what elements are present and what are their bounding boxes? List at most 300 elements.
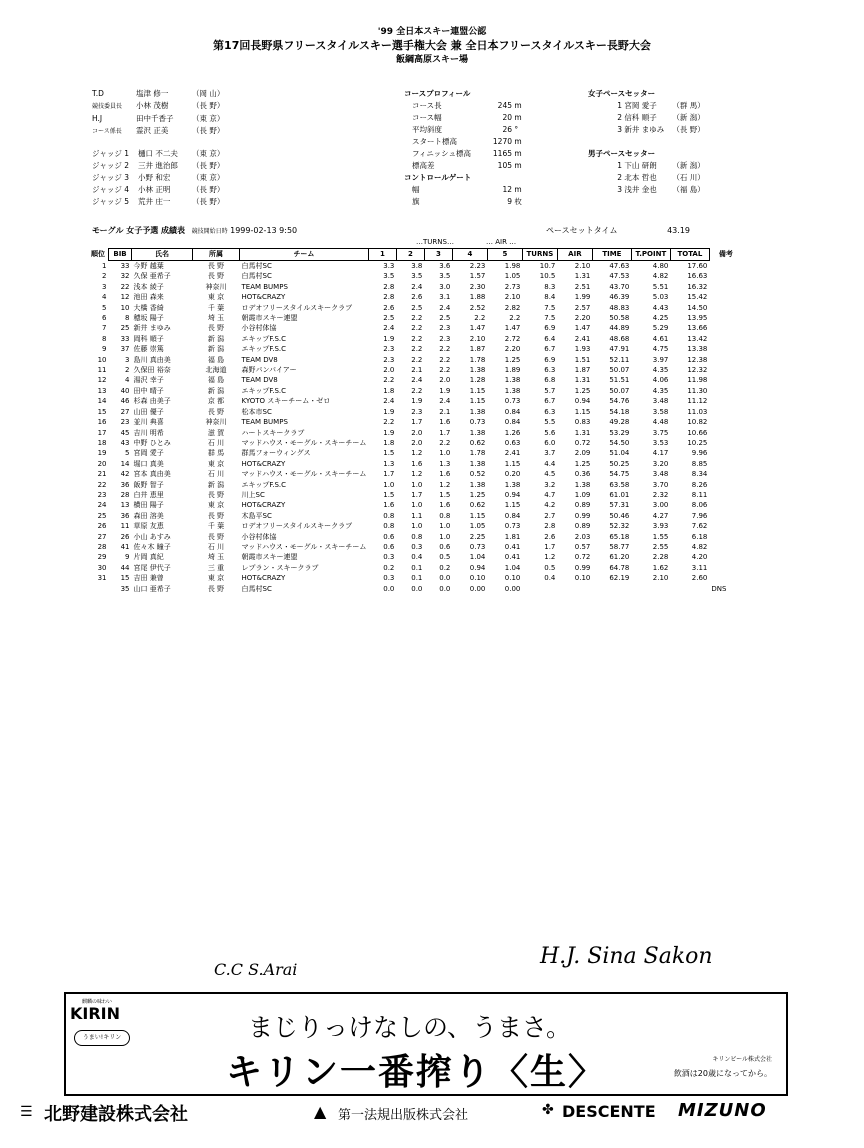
- cell-air: 2.57: [574, 303, 591, 312]
- cell-total: 11.98: [687, 376, 708, 385]
- cell-j1: 2.3: [383, 355, 395, 364]
- cell-rank: 22: [97, 480, 107, 489]
- table-row: [88, 490, 742, 500]
- cell-time: 46.39: [609, 293, 630, 302]
- table-header-row: [88, 249, 742, 261]
- cell-name: 岡科 順子: [133, 334, 164, 343]
- air-label: … AIR …: [486, 238, 517, 246]
- cell-j5: 1.38: [504, 386, 521, 395]
- cell-j3: 1.5: [439, 490, 451, 499]
- cell-turns: [522, 584, 557, 594]
- cell-note: [709, 480, 742, 490]
- cell-time: 54.18: [609, 407, 630, 416]
- cell-note: [709, 438, 742, 448]
- cell-j3: 1.0: [439, 532, 451, 541]
- cell-j2: 1.7: [411, 490, 423, 499]
- cell-j1: 2.8: [383, 282, 395, 291]
- cell-bib: 46: [120, 397, 130, 406]
- cell-rank: 16: [97, 418, 107, 427]
- cell-total: 12.38: [687, 355, 708, 364]
- cell-team: マッドハウス・モーグル・スキーチーム: [241, 542, 367, 551]
- cell-note: [709, 386, 742, 396]
- cell-air: 0.83: [574, 418, 591, 427]
- cell-j1: 0.8: [383, 522, 395, 531]
- cell-j1: 2.0: [383, 366, 395, 375]
- cell-j5: 0.41: [504, 553, 521, 562]
- cell-pref: 長 野: [207, 490, 225, 499]
- cell-tpoint: 3.48: [652, 470, 669, 479]
- cell-tpoint: 3.53: [652, 438, 669, 447]
- pacesetters-women: [588, 88, 705, 136]
- table-row: [88, 563, 742, 573]
- sponsor-kitano: 北野建設株式会社: [44, 1104, 188, 1125]
- cell-air: 1.31: [574, 428, 591, 437]
- cell-j5: 1.38: [504, 376, 521, 385]
- cell-j4: 1.05: [469, 522, 486, 531]
- cell-j3: 3.6: [439, 262, 451, 270]
- cell-note: [709, 303, 742, 313]
- cell-bib: 45: [120, 428, 130, 437]
- cell-pref: 新 潟: [207, 480, 225, 489]
- cell-time: 50.58: [609, 314, 630, 323]
- course-item: コース長 245 m: [412, 101, 522, 110]
- cell-air: 1.38: [574, 480, 591, 489]
- cell-name: 飯野 智子: [133, 480, 164, 489]
- cell-j5: 1.25: [504, 355, 521, 364]
- cell-j1: 1.8: [383, 438, 395, 447]
- cell-turns: 5.6: [544, 428, 556, 437]
- cell-team: HOT&CRAZY: [241, 574, 286, 583]
- cell-bib: 9: [125, 553, 130, 562]
- pacesetters-women-title: 女子ペースセッター: [588, 89, 656, 98]
- cell-bib: 22: [120, 282, 130, 291]
- table-row: [88, 573, 742, 583]
- course-item: 平均斜度 26 °: [412, 125, 519, 134]
- table-row: [88, 355, 742, 365]
- cell-j4: 1.04: [469, 553, 486, 562]
- cell-turns: 0.5: [544, 563, 556, 572]
- cell-j4: 0.94: [469, 563, 486, 572]
- cell-j2: 2.2: [411, 324, 423, 333]
- cell-turns: 4.2: [544, 501, 556, 510]
- cell-rank: 21: [97, 470, 107, 479]
- cell-total: 8.34: [691, 470, 708, 479]
- cell-j5: 0.10: [504, 574, 521, 583]
- pacesetter-row: 2 北本 哲也 （石 川）: [617, 173, 705, 182]
- kirin-advertisement: [64, 992, 788, 1096]
- cell-time: 47.91: [609, 345, 630, 354]
- cell-j4: 0.73: [469, 418, 486, 427]
- cell-tpoint: 4.27: [652, 511, 669, 520]
- cell-j3: 2.0: [439, 376, 451, 385]
- cell-pref: 東 京: [207, 574, 225, 583]
- cell-tpoint: 4.75: [652, 345, 669, 354]
- cell-name: 宮尾 伊代子: [133, 563, 171, 572]
- cell-j5: 2.82: [504, 303, 521, 312]
- cell-j4: 1.15: [469, 386, 486, 395]
- cell-bib: 15: [120, 574, 130, 583]
- cell-bib: 40: [120, 386, 130, 395]
- cell-j4: 2.10: [469, 334, 486, 343]
- cell-tpoint: 2.32: [652, 490, 669, 499]
- cell-tpoint: 4.25: [652, 314, 669, 323]
- col-j3: 3: [424, 249, 452, 261]
- col-note: 備考: [718, 250, 733, 259]
- cell-j4: 2.52: [469, 303, 486, 312]
- cell-rank: 1: [102, 261, 107, 270]
- cell-team: マッドハウス・モーグル・スキーチーム: [241, 438, 367, 447]
- cell-j1: 2.8: [383, 293, 395, 302]
- cell-time: 58.77: [609, 542, 630, 551]
- cell-j2: 1.0: [411, 480, 423, 489]
- cell-tpoint: 4.35: [652, 366, 669, 375]
- cell-j3: 3.0: [439, 282, 451, 291]
- cell-j1: 2.5: [383, 314, 395, 323]
- cell-name: 宮岡 愛子: [133, 449, 164, 458]
- ad-corporation: キリンビール株式会社: [712, 1056, 772, 1063]
- cell-air: 1.31: [574, 376, 591, 385]
- cell-air: 2.10: [574, 262, 591, 270]
- cell-j1: 2.3: [383, 345, 395, 354]
- cell-name: 浅本 綾子: [133, 282, 164, 291]
- cell-team: 群馬フォーウィングス: [241, 449, 311, 458]
- cell-j5: 0.94: [504, 490, 521, 499]
- cell-team: TEAM BUMPS: [241, 418, 288, 427]
- cell-j3: 1.6: [439, 470, 451, 479]
- cell-j1: 1.0: [383, 480, 395, 489]
- descente-logo-icon: ✤: [542, 1102, 554, 1118]
- cell-j3: 2.2: [439, 438, 451, 447]
- cell-bib: 25: [120, 324, 130, 333]
- sponsor-daiichi: 第一法規出版株式会社: [338, 1108, 469, 1123]
- col-j1: 1: [368, 249, 396, 261]
- cell-j5: 0.20: [504, 470, 521, 479]
- cell-bib: 35: [120, 584, 130, 593]
- cell-turns: 4.5: [544, 470, 556, 479]
- cell-j1: 1.7: [383, 470, 395, 479]
- results-table: [88, 248, 742, 594]
- table-row: [88, 438, 742, 448]
- cell-total: 12.32: [687, 366, 708, 375]
- cell-bib: 23: [120, 418, 130, 427]
- cell-j4: 1.15: [469, 511, 486, 520]
- cell-note: [709, 448, 742, 458]
- cell-turns: 6.9: [544, 324, 556, 333]
- cell-j1: 1.5: [383, 449, 395, 458]
- cell-total: 13.95: [687, 314, 708, 323]
- cell-j4: 1.78: [469, 355, 486, 364]
- cell-j2: 0.1: [411, 574, 423, 583]
- cell-team: TEAM DV8: [241, 355, 278, 364]
- cell-team: TEAM DV8: [241, 376, 278, 385]
- cell-j4: 0.62: [469, 501, 486, 510]
- cell-team: TEAM BUMPS: [241, 282, 288, 291]
- cell-team: 白馬村SC: [241, 584, 272, 593]
- col-tpoint: T.POINT: [631, 249, 670, 261]
- cell-bib: 4: [125, 376, 130, 385]
- cell-turns: 1.2: [544, 553, 556, 562]
- cell-j4: 1.47: [469, 324, 486, 333]
- col-total: TOTAL: [670, 249, 709, 261]
- cell-name: 白井 恵里: [133, 490, 164, 499]
- cell-note: [709, 417, 742, 427]
- cell-j3: 1.6: [439, 418, 451, 427]
- cell-rank: 25: [97, 511, 107, 520]
- cell-team: エキップF.S.C: [241, 334, 287, 343]
- cell-j3: 2.3: [439, 324, 451, 333]
- cell-total: 15.42: [687, 293, 708, 302]
- cell-turns: 2.6: [544, 532, 556, 541]
- cell-j2: 3.5: [411, 272, 423, 281]
- cell-rank: 31: [97, 574, 107, 583]
- cell-rank: 6: [102, 314, 107, 323]
- cell-total: 10.66: [687, 428, 708, 437]
- cell-rank: 28: [97, 542, 107, 551]
- cell-j1: 0.8: [383, 511, 395, 520]
- cell-tpoint: 3.00: [652, 501, 669, 510]
- pace-label: ペースセットタイム: [546, 226, 618, 235]
- cell-air: 0.57: [574, 542, 591, 551]
- cell-note: DNS: [711, 584, 727, 593]
- cell-tpoint: 2.28: [652, 553, 669, 562]
- ad-small-top: 麒麟の味わい: [82, 999, 113, 1005]
- cell-pref: 長 野: [207, 272, 225, 281]
- cell-rank: 8: [102, 334, 107, 343]
- cell-j5: 1.26: [504, 428, 521, 437]
- cell-air: 1.31: [574, 272, 591, 281]
- col-turns: TURNS: [522, 249, 557, 261]
- cell-j3: 3.5: [439, 272, 451, 281]
- cell-bib: 36: [120, 480, 130, 489]
- cell-name: 島川 真由美: [133, 355, 171, 364]
- header-line1: '99 全日本スキー連盟公認: [377, 27, 487, 37]
- cell-time: 51.51: [609, 376, 630, 385]
- cell-air: 1.87: [574, 366, 591, 375]
- cell-j3: 0.0: [439, 574, 451, 583]
- cell-bib: 43: [120, 438, 130, 447]
- table-row: [88, 282, 742, 292]
- cell-j1: 3.5: [383, 272, 395, 281]
- cell-tpoint: 4.61: [652, 334, 669, 343]
- cell-note: [709, 532, 742, 542]
- cell-tpoint: 4.35: [652, 386, 669, 395]
- judge-row: ジャッジ 5 荒井 庄一 （長 野）: [92, 197, 225, 206]
- cell-tpoint: 3.97: [652, 355, 669, 364]
- cell-air: 0.89: [574, 501, 591, 510]
- cell-j4: 1.38: [469, 480, 486, 489]
- cell-bib: 8: [125, 314, 130, 323]
- cell-note: [709, 313, 742, 323]
- cell-tpoint: 4.48: [652, 418, 669, 427]
- cell-total: 11.12: [687, 397, 708, 406]
- cell-name: 穂坂 陽子: [133, 314, 164, 323]
- cell-tpoint: 5.51: [652, 282, 669, 291]
- cell-rank: 26: [97, 522, 107, 531]
- cell-j2: 2.5: [411, 303, 423, 312]
- cell-j1: 2.6: [383, 303, 395, 312]
- cell-j3: 3.1: [439, 293, 451, 302]
- cell-j3: 0.6: [439, 542, 451, 551]
- cell-j4: 2.2: [474, 314, 486, 323]
- cell-tpoint: 3.75: [652, 428, 669, 437]
- cell-name: 草原 友恵: [133, 522, 164, 531]
- cell-bib: 33: [120, 334, 130, 343]
- cell-j5: 0.84: [504, 418, 521, 427]
- kitano-logo-icon: ☰: [20, 1104, 33, 1120]
- cell-j5: 2.72: [504, 334, 521, 343]
- cell-j4: 1.38: [469, 459, 486, 468]
- cell-rank: 3: [102, 282, 107, 291]
- cell-j4: 0.62: [469, 438, 486, 447]
- cell-note: [709, 542, 742, 552]
- pacesetter-row: 3 新井 まゆみ （長 野）: [617, 125, 705, 134]
- cell-j5: 0.63: [504, 438, 521, 447]
- cell-j3: 0.8: [439, 511, 451, 520]
- cell-j1: 0.6: [383, 532, 395, 541]
- cell-name: 山田 優子: [133, 407, 164, 416]
- table-row: [88, 459, 742, 469]
- cell-pref: 新 潟: [207, 386, 225, 395]
- cell-time: 50.07: [609, 366, 630, 375]
- cell-j2: 1.6: [411, 459, 423, 468]
- cell-time: 53.29: [609, 428, 630, 437]
- cell-j5: 1.04: [504, 563, 521, 572]
- cell-rank: 29: [97, 553, 107, 562]
- cell-turns: 6.4: [544, 334, 556, 343]
- sponsor-mizuno: MIZUNO: [678, 1100, 767, 1121]
- officials-block: [92, 88, 224, 138]
- cell-air: 0.94: [574, 397, 591, 406]
- cell-j4: 0.52: [469, 470, 486, 479]
- cell-bib: 11: [120, 522, 130, 531]
- table-row: [88, 292, 742, 302]
- cell-j4: 1.25: [469, 490, 486, 499]
- cell-team: レプラン・スキークラブ: [241, 563, 319, 572]
- cell-rank: 9: [102, 345, 107, 354]
- cell-j2: 1.0: [411, 501, 423, 510]
- hj-signature: H.J. Sina Sakon: [540, 944, 713, 969]
- cell-j2: 1.9: [411, 397, 423, 406]
- cell-j5: 1.15: [504, 459, 521, 468]
- cell-total: 2.60: [691, 574, 708, 583]
- cell-time: [592, 584, 631, 594]
- cell-j5: 2.10: [504, 293, 521, 302]
- cell-note: [709, 282, 742, 292]
- cell-note: [709, 521, 742, 531]
- cell-j5: 0.73: [504, 522, 521, 531]
- cell-time: 64.78: [609, 563, 630, 572]
- cell-pref: 神奈川: [205, 282, 227, 291]
- cell-note: [709, 375, 742, 385]
- cell-rank: 20: [97, 459, 107, 468]
- cell-air: 0.72: [574, 553, 591, 562]
- control-gate-title: コントロールゲート: [404, 173, 472, 182]
- cell-time: 48.83: [609, 303, 630, 312]
- cell-air: 0.72: [574, 438, 591, 447]
- course-item: フィニッシュ標高 1165 m: [412, 149, 522, 158]
- col-name: 氏名: [132, 249, 193, 261]
- cell-turns: 8.3: [544, 282, 556, 291]
- results-body: [88, 261, 742, 595]
- cell-time: 57.31: [609, 501, 630, 510]
- cell-pref: 東 京: [207, 293, 225, 302]
- table-row: [88, 552, 742, 562]
- cell-turns: 0.4: [544, 574, 556, 583]
- cell-tpoint: 5.29: [652, 324, 669, 333]
- cell-total: 8.11: [691, 490, 708, 499]
- ad-drinking-warning: 飲酒は20歳になってから。: [673, 1069, 772, 1078]
- cell-pref: 滋 賀: [207, 428, 225, 437]
- cell-total: 10.25: [687, 438, 708, 447]
- cell-bib: 14: [120, 459, 130, 468]
- table-row: [88, 261, 742, 272]
- judge-row: ジャッジ 1 樋口 不二夫 （東 京）: [92, 149, 225, 158]
- cell-team: 朝霞市スキー連盟: [241, 553, 298, 562]
- cell-bib: 27: [120, 407, 130, 416]
- cell-j2: 2.4: [411, 376, 423, 385]
- cell-note: [709, 271, 742, 281]
- cell-air: 2.41: [574, 334, 591, 343]
- cell-j3: 2.2: [439, 345, 451, 354]
- cell-pref: 長 野: [207, 584, 225, 593]
- cell-tpoint: 4.80: [652, 262, 669, 270]
- cell-turns: 6.7: [544, 397, 556, 406]
- cell-j2: 2.2: [411, 334, 423, 343]
- cell-team: ロデオフリースタイルスキークラブ: [241, 303, 353, 312]
- ad-slogan: まじりっけなしの、うまさ。: [248, 1013, 572, 1042]
- cell-j3: 2.2: [439, 366, 451, 375]
- cell-total: 8.06: [691, 501, 708, 510]
- official-row: コース係長 霊沢 正美 （長 野）: [92, 126, 225, 135]
- control-item: 幅 12 m: [412, 185, 522, 194]
- cell-j4: 1.57: [469, 272, 486, 281]
- cell-pref: 東 京: [207, 459, 225, 468]
- cell-time: 52.11: [609, 355, 630, 364]
- cell-tpoint: 3.70: [652, 480, 669, 489]
- cell-j3: 1.0: [439, 522, 451, 531]
- cell-note: [709, 500, 742, 510]
- cell-time: 51.04: [609, 449, 630, 458]
- cell-bib: 3: [125, 355, 130, 364]
- daiichi-logo-icon: ▲: [314, 1102, 327, 1121]
- judge-row: ジャッジ 3 小野 和宏 （東 京）: [92, 173, 225, 182]
- cell-time: 47.63: [609, 262, 630, 270]
- cell-rank: 10: [97, 355, 107, 364]
- control-item: 旗 9 枚: [412, 197, 522, 206]
- cell-j1: 0.3: [383, 553, 395, 562]
- cell-name: 佐藤 崇篤: [133, 345, 164, 354]
- cell-total: 14.50: [687, 303, 708, 312]
- cell-name: 久保 亜希子: [133, 272, 171, 281]
- cell-air: 0.89: [574, 522, 591, 531]
- cell-j5: 1.47: [504, 324, 521, 333]
- cell-rank: 15: [97, 407, 107, 416]
- cell-j1: 3.3: [383, 262, 395, 270]
- cell-pref: 石 川: [207, 470, 225, 479]
- cell-j2: 1.2: [411, 470, 423, 479]
- cell-turns: 2.7: [544, 511, 556, 520]
- cell-total: 17.60: [687, 262, 708, 270]
- cell-bib: 13: [120, 501, 130, 510]
- pace-time: 43.19: [667, 226, 690, 235]
- cell-bib: 33: [120, 262, 130, 270]
- cell-name: 森田 溶美: [133, 511, 164, 520]
- cell-total: 7.96: [691, 511, 708, 520]
- cell-tpoint: 1.55: [652, 532, 669, 541]
- cell-j2: 0.3: [411, 542, 423, 551]
- cell-team: 川上SC: [241, 490, 265, 499]
- cell-total: 4.20: [691, 553, 708, 562]
